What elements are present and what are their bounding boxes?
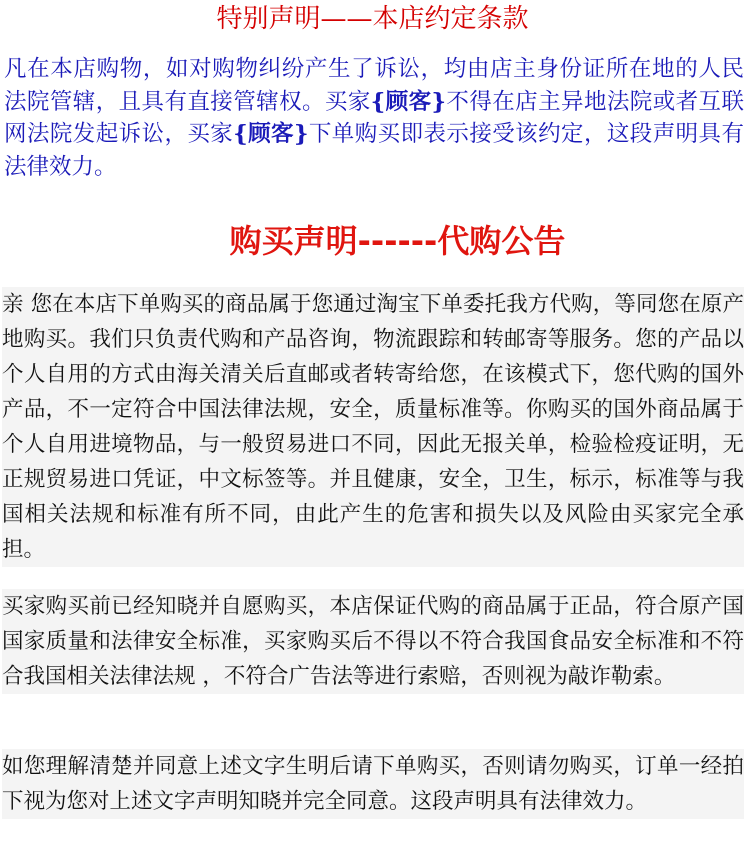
notice-bracket-customer-2: {顾客} [233,121,309,147]
proxy-purchase-paragraph: 亲 您在本店下单购买的商品属于您通过淘宝下单委托我方代购，等同您在原产地购买。我们只负责代购和产品咨询，物流跟踪和转邮寄等服务。您的产品以个人自用的方式由海关清关后直邮或者转寄给您，在该模式下，您代购的国外产品，不一定符合中国法律法规，安全，质量标准等。你购买的国外商品属于个人自用进境物品，与一般贸易进口不同，因此无报关单，检验检疫证明，无正规贸易进口凭证，中文标签等。并且健康，安全，卫生，标示，标准等与我国相关法规和标准有所不同，由此产生的危害和损失以及风险由买家完全承担。 [2,287,744,567]
notice-text-part1: 凡在本店购物，如对购物纠纷产生了诉讼，均由店主身份证所在地的人民法院管辖，且具有直接管辖权。买家 [4,56,744,115]
notice-text-part2: 不得在店主异地法院或者互联网法院发起诉讼，买家 [4,88,744,147]
special-statement-title: 特别声明——本店约定条款 [216,4,529,34]
notice-bracket-customer-1: {顾客} [370,88,446,115]
purchase-statement-title: 购买声明------代购公告 [229,222,566,260]
jurisdiction-notice [4,53,744,183]
notice-text-part3: 下单购买即表示接受该约定，这段声明具有法律效力。 [4,121,744,180]
authenticity-paragraph: 买家购买前已经知晓并自愿购买，本店保证代购的商品属于正品，符合原产国国家质量和法律安全标准，买家购买后不得以不符合我国食品安全标准和不符合我国相关法律法规 ，不符合广告法等进行索赔，否则视为敲诈勒索。 [2,589,744,694]
agreement-paragraph: 如您理解清楚并同意上述文字生明后请下单购买，否则请勿购买，订单一经拍下视为您对上述文字声明知晓并完全同意。这段声明具有法律效力。 [2,749,744,819]
